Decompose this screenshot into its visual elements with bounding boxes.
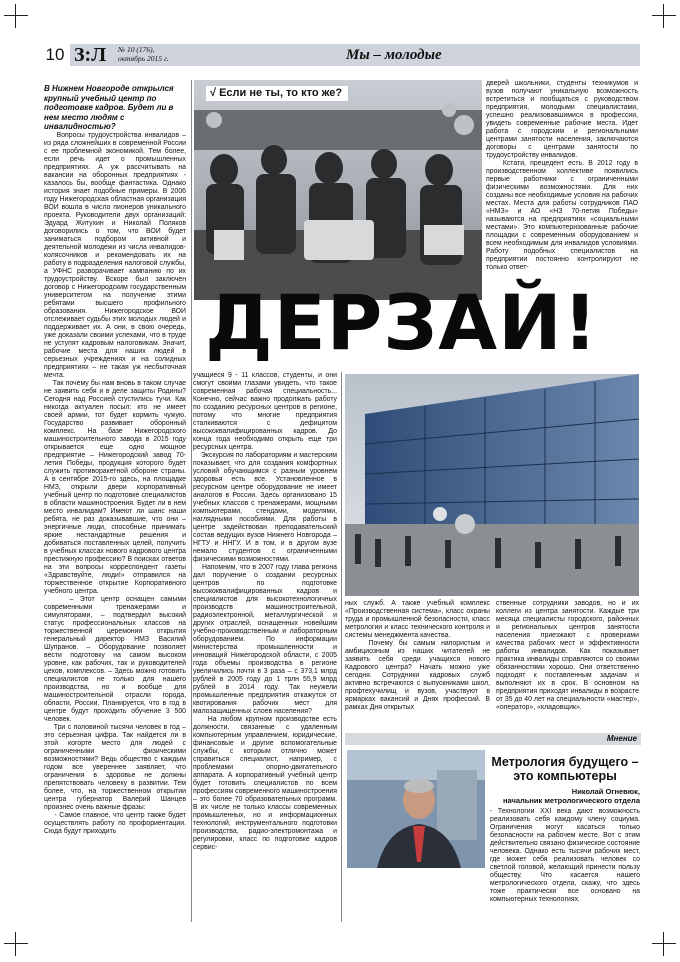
article-lead: В Нижнем Новгороде открылся крупный учебный центр по подготовке кадров. Будет ли в нем место людям с инвалидностью? [44, 84, 174, 132]
page-number: 10 [40, 44, 70, 66]
crop-mark-top-right [652, 4, 676, 28]
opinion-title: Метрология будущего – это компьютеры [491, 755, 639, 783]
crowd-photo-image [194, 80, 482, 300]
crop-mark-bottom-left [4, 932, 28, 956]
newspaper-logo: З:Л [74, 44, 107, 66]
crop-mark-top-left [4, 4, 28, 28]
article-column-2: учащиеся 9 - 11 классов, студенты, и они смогут своими глазами увидеть, что такое современная рабочая специальность... Конечно, сейчас важно продолжать работу по созданию ресурсных центров в регионе, потому что многие предприятия сталкиваются с дефицитом высококвалифицированных кадров. До конца года необходимо открыть еще три ресурсных центра. Экскурсия по лабораториям и мастерским показывает, что для создания комфортных условий обучающимся с разным уровнем здоровья есть все. Установленное в ресурсном центре оборудование не имеет аналогов в России. Здесь организовано 15 учебных классов с тренажерами, мощными компьютерами, стендами, моделями, наглядными пособиями. Для работы в центре задействован преподавательский состав ведущих вузов Нижнего Новгорода – НГТУ и ННГУ. И в том, и в другом вузе немало студентов с ограниченными физическими возможностями. Напомним, что в 2007 году глава региона дал поручение о создании ресурсных центров по подготовке высококвалифицированных кадров и специалистов для высокотехнологичных производств машиностроительной, радиоэлектронной, металлургической и других отраслей, оснащенных новейшим учебно-производственным и лабораторным оборудованием. По информации министерства промышленности и инноваций Нижегородской области, с 2005 года объемы производства в регионе увеличились почти в 3 раза – с 373,1 млрд рублей в 2005 году до 1 трлн 55,9 млрд рублей в 2014 году. Так неужели промышленные предприятия откажутся от квотирования рабочих мест для малозащищенных слоев населения? На любом крупном производстве есть должности, связанные с удаленным компьютерным управлением, юридические, финансовые и другие вспомогательные службы, с которым отлично может справиться специалист, например, с проблемами опорно-двигательного аппарата. А корпоративный учебный центр будет готовить специалистов по всем профессиям современного машиностроения – это более 70 образовательных программ. В их числе не только классы современных промышленных, но и информационных технологий, инструментального подготовки производства, радио-электромонтажа и регулировки, класс по подготовке кадров сервис- [193, 372, 337, 851]
opinion-text: - Технологии XXI века дают возможность реализовать себя каждому члену социума. Ограничения могут касаться только безопасности на рабочем месте. Вот с этим действительно связано физическое состояние человека. Однако есть тысячи рабочих мест, где может себя реализовать человек со светлой головой, желающий принести пользу обществу. Что касается нашего метрологического отдела, скажу, что здесь тоже практически все основано на компьютерных технологиях. [490, 808, 642, 903]
column-divider [191, 80, 192, 922]
article-column-3-bottom: ных служб. А также учебный комплекс «Производственная система», класс охраны труда и промышленной безопасности, класс метрологии и класс технического контроля и системы менеджмента качества. Почему бы самым напористым и амбициозным из наших читателей не заявить себя среди учащихся нового Кадрового центра? Начать можно уже сегодня. Сотрудники кадровых служб активно встречаются с выпускниками школ, профтехучилищ и вузов, участвуют в ярмарках вакансий и Днях профессий. В рамках Дня открытых [345, 600, 490, 711]
issue-info [118, 46, 169, 63]
issue-number: № 10 (176), [118, 45, 155, 54]
article-column-3-top: дверей школьники, студенты техникумов и вузов получают уникальную возможность встретиться и пообщаться с руководством предприятия, молодыми специалистами, успешно реализовавшимися в профессии, увидеть современные рабочие места. Идет работа с городским и региональными центрами занятости населения, заключаются договоры с центрами занятости по трудоустройству инвалидов. Кстати, прецедент есть. В 2012 году в производственном коллективе появились первые работники с ограниченными физическими возможностями. Для них созданы все необходимые условия на рабочих местах. Места для работы сотрудников ПАО «НМЗ» и АО «НЗ 70-летия Победы» называются на предприятиях «социальными местами». Это компьютеризованные рабочие площадки с современным оборудованием и всем необходимым для инвалидов условиями. Работу подобных специалистов на предприятии постоянно контролируют не только ответ- [486, 80, 638, 271]
training-center-photo-image [345, 374, 639, 596]
author-photo-image [347, 750, 485, 868]
author-photo [347, 750, 485, 868]
article-column-1: Вопросы трудоустройства инвалидов – из ряда сложнейших в современной России с ее проблемной экономикой. Тем более, если речь идет о промышленных предприятиях. А уж рассчитывать на вакансии на оборонных предприятиях - казалось бы, вообще фантастика. Однако история знает подобные примеры. В 2006 году Нижегородская областная организация ВОИ вошла в число пионеров уникального проекта. Руководители двух организаций: Эдуард Житухин и Николай Поляков договорились о том, что ВОИ будет заниматься подбором активной и деятельной молодежи из числа инвалидов-колясочников и рекомендовать их на работу в подразделения налоговой службы, а УФНС разворачивает кампанию по их трудоустройству. Вскоре был заключен договор с Нижегородским государственным университетом на получение этими ребятами высшего профильного образования. Нижегородское ВОИ отслеживает судьбы этих молодых людей и поддерживает их. А они, в свою очередь, уже доказали своими успехами, что в труде не уступят кадровым налоговикам. Значит, рабочие места для наших людей в серьезных учреждениях и на солидных предприятиях – не такая уж несбыточная мечта. Так почему бы нам вновь в таком случае не заявить себя и в деле защиты Родины? Сегодня над Россией сгустились тучи. Как никогда актуален посыл: кто не имеет своей армии, тот будет кормить чужую. Государство развивает оборонный комплекс. На базе Нижегородского машиностроительного завода в 2015 году открывается еще одно мощное предприятие – Нижегородский завод 70-летия Победы, продукция которого будет служить противоракетной обороне страны. А в сентябре 2015-го здесь, на площадке НМЗ, открыли двери корпоративный учебный центр по подготовке специалистов в области машиностроения. Будет ли в нем место инвалидам? Имеют ли шанс наши ребята, не раз доказывавшие, что они – энергичные люди, способные принимать яркие нестандартные решения и добиваться поставленных целей, получить в учебных классах нового кадрового центра престижную профессию? В поисках ответов на эти вопросы корреспондент газеты «Здравствуйте, люди!» отправился на торжественное открытие Корпоративного учебного центра. – Этот центр оснащен самыми современными тренажерами и симуляторами, – подтвердил высокий статус профессиональных классов на торжественной церемонии открытия генеральный директор НМЗ Василий Шупранов. – Оборудование позволяет вести подготовку на самом высоком уровне, как рабочих, так и руководителей цехов, комплексов. – Здесь можно готовить специалистов не только для нашего производства, но и вообще для машиностроительной отрасли города, области, России. Планируется, что в год в центре будут проходить обучение 3 500 человек. Три с половиной тысячи человек в год – это серьезная цифра. Так найдется ли в этой когорте место для людей с ограниченными физическими возможностями? Ведь общество с каждым годом все увереннее заявляет, что ограничения в здоровье не должны препятствовать человеку в развитии. Тем более, что, на торжественном открытии центра губернатор Валерий Шанцев произнес очень важные фразы: - Самое главное, что центр также будет осуществлять работу по профориентации. Сюда будут приходить [44, 132, 186, 835]
opinion-author [490, 787, 640, 805]
article-column-4-bottom: ственные сотрудники заводов, но и их коллеги из центра занятости. Каждые три месяца специалисты городского, районных и региональных центров занятости населения приезжают с проверками качества рабочих мест и эффективности работы инвалидов. Как показывает практика инвалиды справляются со своими обязанностями хорошо. Они ответственно подходят к поставленным задачам и выполняют их в срок. В основном на предприятия приходят инвалиды в возрасте от 35 до 40 лет на специальности «мастер», «оператор», «кладовщик». [496, 600, 641, 711]
issue-date: октябрь 2015 г. [118, 53, 169, 63]
crowd-photo [194, 80, 482, 300]
opinion-author-role: начальник метрологического отдела [502, 796, 640, 805]
opinion-author-name: Николай Огневюк, [571, 787, 640, 796]
headline: ДЕРЗАЙ! [205, 278, 599, 367]
training-center-photo [345, 374, 639, 596]
column-divider [341, 372, 342, 922]
crop-mark-bottom-right [652, 932, 676, 956]
photo-caption: √ Если не ты, то кто же? [206, 86, 348, 101]
rubric-title: Мы – молодые [346, 47, 442, 63]
opinion-label: Мнение [345, 733, 641, 745]
